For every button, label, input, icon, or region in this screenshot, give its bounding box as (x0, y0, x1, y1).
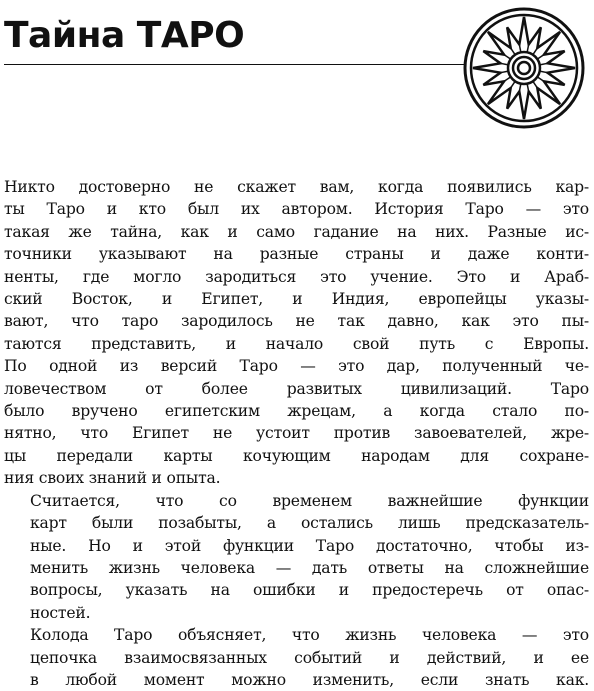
text-line: цепочка взаимосвязанных событий и действий, и ее (30, 648, 589, 667)
text-line: вают, что таро зародилось не так давно, как это пы- (4, 312, 589, 331)
text-line: По одной из версий Таро — это дар, полученный че- (4, 357, 589, 376)
text-line: Считается, что со временем важнейшие функции (30, 491, 589, 510)
text-line: точники указывают на разные страны и даже конти- (4, 245, 589, 264)
text-line: цы передали карты кочующим народам для сохране- (4, 446, 589, 465)
text-line: ловечеством от более развитых цивилизаций. Таро (4, 379, 589, 398)
paragraph-1 (4, 176, 589, 490)
text-line: в любой момент можно изменить, если знать как. (30, 670, 589, 689)
compass-star-icon (462, 6, 586, 130)
chapter-title: Тайна ТАРО (4, 15, 245, 56)
text-line: такая же тайна, как и само гадание на них. Разные ис- (4, 222, 589, 241)
text-line: вопросы, указать на ошибки и предостеречь от опас- (30, 581, 589, 600)
text-line: менить жизнь человека — дать ответы на сложнейшие (30, 558, 589, 577)
text-line: ностей. (30, 603, 91, 622)
text-line: карт были позабыты, а остались лишь предсказатель- (30, 514, 589, 533)
title-rule (4, 64, 464, 65)
text-line: ты Таро и кто был их автором. История Таро — это (4, 200, 589, 219)
text-line: ные. Но и этой функции Таро достаточно, чтобы из- (30, 536, 589, 555)
paragraph-2 (4, 490, 589, 624)
paragraph-3 (4, 624, 589, 691)
text-line: таются представить, и начало свой путь с Европы. (4, 334, 589, 353)
text-line: было вручено египетским жрецам, а когда стало по- (4, 402, 589, 421)
text-line: Никто достоверно не скажет вам, когда появились кар- (4, 178, 589, 196)
text-line: ский Восток, и Египет, и Индия, европейцы указы- (4, 290, 589, 309)
body-text (4, 176, 589, 691)
text-line: ния своих знаний и опыта. (4, 469, 221, 488)
text-line: Колода Таро объясняет, что жизнь человека — это (30, 626, 589, 645)
text-line: ненты, где могло зародиться это учение. Это и Араб- (4, 267, 589, 286)
text-line: нятно, что Египет не устоит против завоевателей, жре- (4, 424, 589, 443)
